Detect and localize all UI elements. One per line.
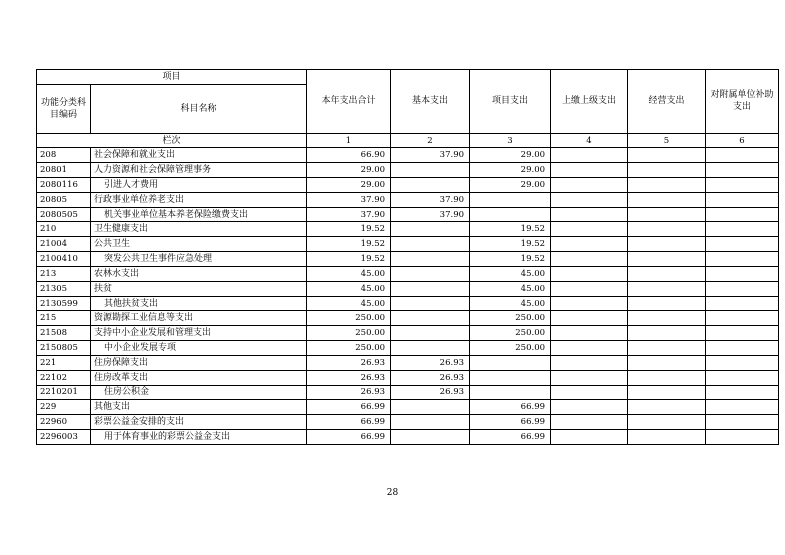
row-value-col-2: 37.90 xyxy=(391,192,470,207)
col-no-3: 3 xyxy=(470,133,551,147)
row-value-col-6 xyxy=(706,400,779,415)
row-subject-name: 住房改革支出 xyxy=(91,370,307,385)
row-subject-name: 中小企业发展专项 xyxy=(91,341,307,356)
expenditure-table xyxy=(36,69,779,445)
row-code: 22960 xyxy=(37,415,91,430)
row-value-col-2: 37.90 xyxy=(391,148,470,163)
row-code: 221 xyxy=(37,355,91,370)
row-value-col-6 xyxy=(706,192,779,207)
row-code: 20801 xyxy=(37,163,91,178)
row-subject-name: 用于体育事业的彩票公益金支出 xyxy=(91,430,307,445)
row-subject-name: 扶贫 xyxy=(91,281,307,296)
row-value-col-6 xyxy=(706,355,779,370)
table-row xyxy=(37,281,779,296)
table-row xyxy=(37,163,779,178)
row-value-col-5 xyxy=(628,341,706,356)
row-value-col-3: 19.52 xyxy=(470,252,551,267)
table-row xyxy=(37,222,779,237)
table-row xyxy=(37,311,779,326)
row-value-col-4 xyxy=(551,148,628,163)
row-subject-name: 支持中小企业发展和管理支出 xyxy=(91,326,307,341)
table-row xyxy=(37,266,779,281)
row-subject-name: 引进人才费用 xyxy=(91,177,307,192)
row-value-col-1: 45.00 xyxy=(307,281,391,296)
row-value-col-6 xyxy=(706,207,779,222)
row-value-col-4 xyxy=(551,237,628,252)
row-value-col-3: 29.00 xyxy=(470,163,551,178)
header-col-basic: 基本支出 xyxy=(391,70,470,134)
row-value-col-3 xyxy=(470,192,551,207)
row-code: 21508 xyxy=(37,326,91,341)
row-value-col-2 xyxy=(391,326,470,341)
row-value-col-1: 66.90 xyxy=(307,148,391,163)
row-value-col-5 xyxy=(628,192,706,207)
row-value-col-6 xyxy=(706,341,779,356)
table-row xyxy=(37,148,779,163)
row-value-col-5 xyxy=(628,296,706,311)
row-value-col-3 xyxy=(470,355,551,370)
row-code: 21004 xyxy=(37,237,91,252)
table-row xyxy=(37,207,779,222)
row-value-col-1: 66.99 xyxy=(307,430,391,445)
row-value-col-5 xyxy=(628,163,706,178)
table-row xyxy=(37,370,779,385)
row-value-col-4 xyxy=(551,311,628,326)
col-no-6: 6 xyxy=(706,133,779,147)
row-value-col-4 xyxy=(551,326,628,341)
row-value-col-3: 19.52 xyxy=(470,237,551,252)
row-value-col-1: 37.90 xyxy=(307,207,391,222)
row-value-col-6 xyxy=(706,148,779,163)
row-value-col-6 xyxy=(706,266,779,281)
row-value-col-6 xyxy=(706,370,779,385)
row-value-col-2 xyxy=(391,296,470,311)
row-code: 21305 xyxy=(37,281,91,296)
header-row-lanci xyxy=(37,133,779,147)
row-value-col-4 xyxy=(551,177,628,192)
row-subject-name: 农林水支出 xyxy=(91,266,307,281)
row-subject-name: 人力资源和社会保障管理事务 xyxy=(91,163,307,178)
row-code: 229 xyxy=(37,400,91,415)
row-value-col-5 xyxy=(628,252,706,267)
row-value-col-2 xyxy=(391,400,470,415)
row-value-col-4 xyxy=(551,385,628,400)
row-value-col-2 xyxy=(391,177,470,192)
row-value-col-1: 45.00 xyxy=(307,266,391,281)
row-value-col-4 xyxy=(551,370,628,385)
row-value-col-4 xyxy=(551,400,628,415)
row-subject-name: 社会保障和就业支出 xyxy=(91,148,307,163)
header-col-operation: 经营支出 xyxy=(628,70,706,134)
row-value-col-3: 29.00 xyxy=(470,148,551,163)
row-code: 2150805 xyxy=(37,341,91,356)
row-value-col-5 xyxy=(628,326,706,341)
row-value-col-4 xyxy=(551,222,628,237)
row-value-col-2 xyxy=(391,281,470,296)
row-value-col-6 xyxy=(706,430,779,445)
row-subject-name: 住房保障支出 xyxy=(91,355,307,370)
row-value-col-6 xyxy=(706,237,779,252)
row-value-col-3: 66.99 xyxy=(470,400,551,415)
table-row xyxy=(37,355,779,370)
table-row xyxy=(37,385,779,400)
col-no-5: 5 xyxy=(628,133,706,147)
row-subject-name: 住房公积金 xyxy=(91,385,307,400)
row-value-col-1: 26.93 xyxy=(307,385,391,400)
row-value-col-5 xyxy=(628,415,706,430)
row-value-col-3: 66.99 xyxy=(470,430,551,445)
header-col-upper: 上缴上级支出 xyxy=(551,70,628,134)
row-value-col-5 xyxy=(628,207,706,222)
header-func-code: 功能分类科目编码 xyxy=(37,85,91,133)
col-no-1: 1 xyxy=(307,133,391,147)
col-no-2: 2 xyxy=(391,133,470,147)
row-value-col-2 xyxy=(391,415,470,430)
row-value-col-3: 19.52 xyxy=(470,222,551,237)
row-subject-name: 机关事业单位基本养老保险缴费支出 xyxy=(91,207,307,222)
row-value-col-2 xyxy=(391,222,470,237)
row-value-col-3: 250.00 xyxy=(470,311,551,326)
row-subject-name: 资源勘探工业信息等支出 xyxy=(91,311,307,326)
row-value-col-4 xyxy=(551,296,628,311)
row-value-col-4 xyxy=(551,341,628,356)
row-value-col-4 xyxy=(551,266,628,281)
row-code: 215 xyxy=(37,311,91,326)
table-row xyxy=(37,326,779,341)
row-value-col-3: 45.00 xyxy=(470,266,551,281)
row-value-col-6 xyxy=(706,281,779,296)
row-value-col-5 xyxy=(628,385,706,400)
row-value-col-1: 19.52 xyxy=(307,252,391,267)
row-code: 208 xyxy=(37,148,91,163)
row-value-col-2: 26.93 xyxy=(391,370,470,385)
row-value-col-4 xyxy=(551,415,628,430)
header-col-subsidy: 对附属单位补助支出 xyxy=(706,70,779,134)
row-value-col-5 xyxy=(628,370,706,385)
row-code: 2296003 xyxy=(37,430,91,445)
table-row xyxy=(37,400,779,415)
row-value-col-6 xyxy=(706,222,779,237)
row-value-col-3: 250.00 xyxy=(470,341,551,356)
row-code: 2210201 xyxy=(37,385,91,400)
table-row xyxy=(37,237,779,252)
row-value-col-2 xyxy=(391,341,470,356)
row-subject-name: 卫生健康支出 xyxy=(91,222,307,237)
row-value-col-2: 26.93 xyxy=(391,385,470,400)
header-lanci: 栏次 xyxy=(37,133,307,147)
row-subject-name: 彩票公益金安排的支出 xyxy=(91,415,307,430)
row-value-col-1: 250.00 xyxy=(307,341,391,356)
row-code: 213 xyxy=(37,266,91,281)
table-row xyxy=(37,192,779,207)
row-value-col-2 xyxy=(391,430,470,445)
row-value-col-3: 29.00 xyxy=(470,177,551,192)
row-value-col-4 xyxy=(551,355,628,370)
col-no-4: 4 xyxy=(551,133,628,147)
row-value-col-1: 29.00 xyxy=(307,163,391,178)
row-code: 2080505 xyxy=(37,207,91,222)
row-value-col-2 xyxy=(391,252,470,267)
row-value-col-1: 29.00 xyxy=(307,177,391,192)
row-value-col-3: 45.00 xyxy=(470,281,551,296)
row-value-col-5 xyxy=(628,177,706,192)
row-value-col-1: 26.93 xyxy=(307,370,391,385)
row-value-col-5 xyxy=(628,222,706,237)
header-subject-name: 科目名称 xyxy=(91,85,307,133)
row-value-col-2 xyxy=(391,163,470,178)
row-value-col-1: 45.00 xyxy=(307,296,391,311)
row-value-col-5 xyxy=(628,237,706,252)
row-value-col-1: 37.90 xyxy=(307,192,391,207)
table-row xyxy=(37,341,779,356)
row-subject-name: 行政事业单位养老支出 xyxy=(91,192,307,207)
row-value-col-2 xyxy=(391,311,470,326)
row-value-col-5 xyxy=(628,148,706,163)
row-value-col-1: 250.00 xyxy=(307,326,391,341)
row-value-col-6 xyxy=(706,311,779,326)
row-value-col-6 xyxy=(706,326,779,341)
row-value-col-4 xyxy=(551,192,628,207)
row-code: 22102 xyxy=(37,370,91,385)
row-value-col-1: 19.52 xyxy=(307,222,391,237)
row-value-col-1: 66.99 xyxy=(307,415,391,430)
header-item: 项目 xyxy=(37,70,307,85)
row-value-col-5 xyxy=(628,355,706,370)
row-code: 2100410 xyxy=(37,252,91,267)
row-value-col-6 xyxy=(706,385,779,400)
row-value-col-2: 37.90 xyxy=(391,207,470,222)
row-value-col-3 xyxy=(470,207,551,222)
table-row xyxy=(37,415,779,430)
row-code: 210 xyxy=(37,222,91,237)
row-value-col-4 xyxy=(551,281,628,296)
row-value-col-5 xyxy=(628,266,706,281)
row-value-col-5 xyxy=(628,281,706,296)
row-value-col-2 xyxy=(391,237,470,252)
header-col-project: 项目支出 xyxy=(470,70,551,134)
page-number: 28 xyxy=(386,488,399,498)
row-value-col-2: 26.93 xyxy=(391,355,470,370)
header-row-item xyxy=(37,70,779,85)
row-value-col-1: 19.52 xyxy=(307,237,391,252)
table-row xyxy=(37,296,779,311)
table-row xyxy=(37,252,779,267)
row-value-col-1: 66.99 xyxy=(307,400,391,415)
row-value-col-4 xyxy=(551,252,628,267)
row-value-col-1: 250.00 xyxy=(307,311,391,326)
header-col-total: 本年支出合计 xyxy=(307,70,391,134)
row-value-col-6 xyxy=(706,163,779,178)
row-value-col-3 xyxy=(470,385,551,400)
row-value-col-6 xyxy=(706,177,779,192)
row-value-col-3 xyxy=(470,370,551,385)
row-code: 2080116 xyxy=(37,177,91,192)
row-value-col-3: 250.00 xyxy=(470,326,551,341)
row-value-col-4 xyxy=(551,430,628,445)
row-value-col-6 xyxy=(706,415,779,430)
row-value-col-5 xyxy=(628,400,706,415)
row-value-col-5 xyxy=(628,311,706,326)
row-value-col-3: 66.99 xyxy=(470,415,551,430)
table-row xyxy=(37,430,779,445)
row-value-col-1: 26.93 xyxy=(307,355,391,370)
row-subject-name: 其他扶贫支出 xyxy=(91,296,307,311)
row-code: 20805 xyxy=(37,192,91,207)
row-subject-name: 突发公共卫生事件应急处理 xyxy=(91,252,307,267)
table-row xyxy=(37,177,779,192)
row-value-col-4 xyxy=(551,163,628,178)
row-value-col-4 xyxy=(551,207,628,222)
row-value-col-3: 45.00 xyxy=(470,296,551,311)
row-value-col-6 xyxy=(706,296,779,311)
row-value-col-2 xyxy=(391,266,470,281)
row-value-col-5 xyxy=(628,430,706,445)
row-value-col-6 xyxy=(706,252,779,267)
row-subject-name: 其他支出 xyxy=(91,400,307,415)
row-code: 2130599 xyxy=(37,296,91,311)
row-subject-name: 公共卫生 xyxy=(91,237,307,252)
